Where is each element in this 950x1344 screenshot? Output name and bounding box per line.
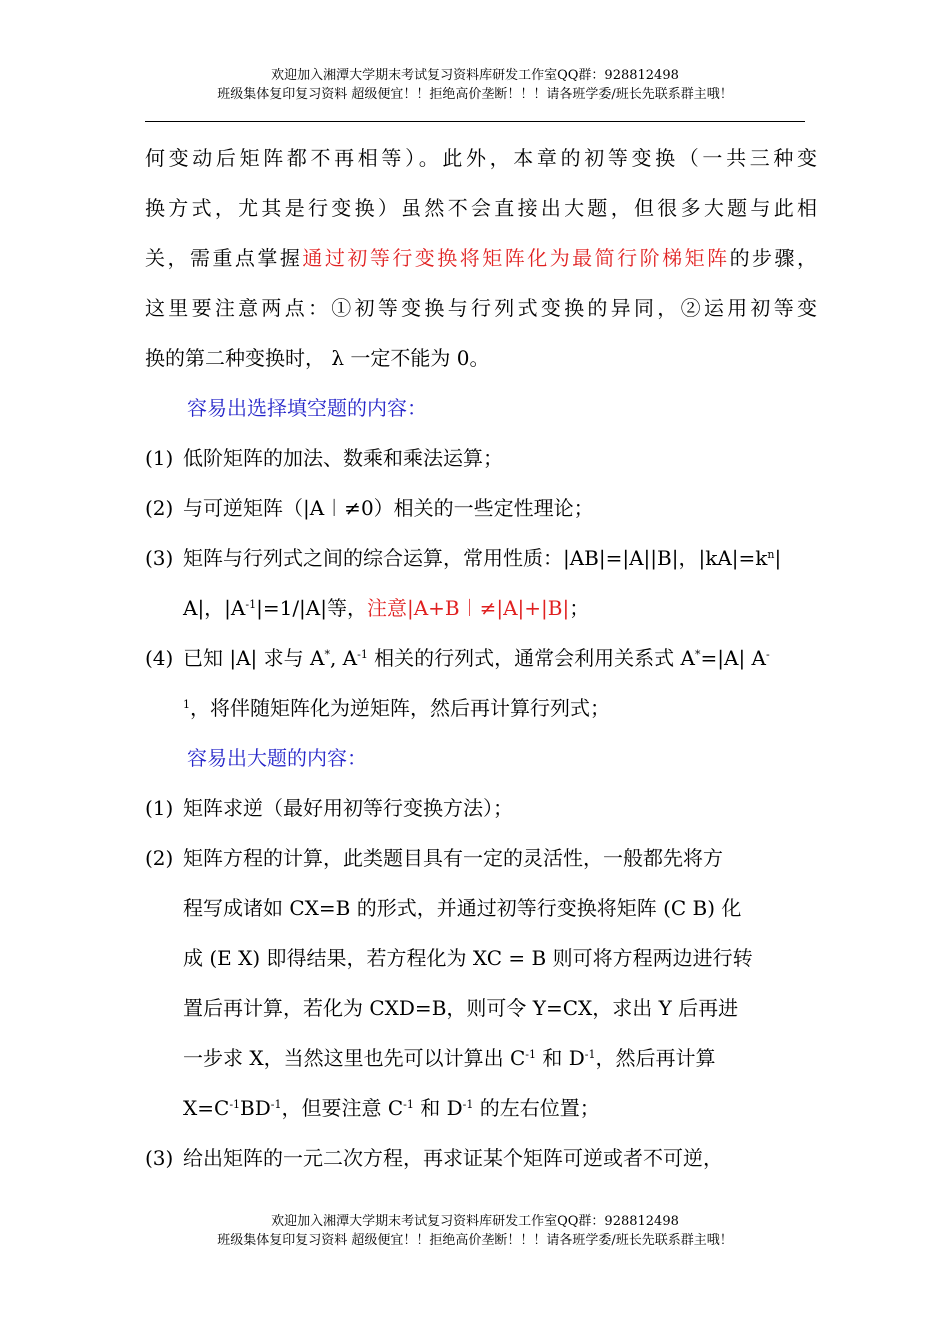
item-text: 矩阵方程的计算，此类题目具有一定的灵活性，一般都先将方 bbox=[183, 846, 723, 870]
item-text: ，但要注意 C bbox=[281, 1096, 404, 1120]
text: 换的第二种变换时， λ 一定不能为 0。 bbox=[145, 346, 490, 370]
highlighted-text: 通过初等行变换将矩阵化为最简行阶梯矩阵 bbox=[302, 246, 730, 270]
item-text: 程写成诸如 CX=B 的形式，并通过初等行变换将矩阵 (C B) 化 bbox=[183, 896, 742, 920]
text: 的步骤， bbox=[729, 246, 818, 270]
item-number: (3) bbox=[145, 546, 174, 570]
item-number: (4) bbox=[145, 646, 174, 670]
superscript: -1 bbox=[403, 1098, 414, 1111]
item-text: 相关的行列式，通常会利用关系式 A bbox=[367, 646, 695, 670]
paragraph-line bbox=[145, 283, 817, 333]
item-text: 成 (E X) 即得结果，若方程化为 XC = B 则可将方程两边进行转 bbox=[183, 946, 753, 970]
item-text: , A bbox=[329, 646, 358, 670]
section-heading: 容易出选择填空题的内容： bbox=[187, 396, 427, 420]
item-text: 一步求 X，当然这里也先可以计算出 C bbox=[183, 1046, 526, 1070]
paragraph-line bbox=[145, 183, 817, 233]
page-footer bbox=[0, 1212, 950, 1250]
item-text: 的左右位置； bbox=[473, 1096, 600, 1120]
list-item bbox=[145, 483, 817, 533]
superscript: * bbox=[695, 648, 701, 661]
list-item-continuation bbox=[145, 1083, 817, 1133]
superscript: -1 bbox=[357, 648, 368, 661]
item-text: 矩阵与行列式之间的综合运算，常用性质：|AB|=|A||B|，|kA|=k bbox=[183, 546, 768, 570]
footer-line-2: 班级集体复印复习资料 超级便宜！！拒绝高价垄断！！！请各班学委/班长先联系群主哦！ bbox=[217, 1233, 733, 1248]
list-item-continuation bbox=[145, 983, 817, 1033]
item-text: ，然后再计算 bbox=[595, 1046, 716, 1070]
list-item bbox=[145, 1133, 817, 1183]
superscript: -1 bbox=[270, 1098, 282, 1111]
list-item-continuation bbox=[145, 683, 817, 733]
superscript: -1 bbox=[229, 1098, 241, 1111]
section-heading: 容易出大题的内容： bbox=[187, 746, 367, 770]
item-number: (2) bbox=[145, 496, 174, 520]
list-item bbox=[145, 783, 817, 833]
list-item bbox=[145, 633, 817, 683]
item-number: (1) bbox=[145, 796, 174, 820]
list-item bbox=[145, 433, 817, 483]
item-text: 低阶矩阵的加法、数乘和乘法运算； bbox=[183, 446, 503, 470]
footer-line-1: 欢迎加入湘潭大学期末考试复习资料库研发工作室QQ群：928812498 bbox=[271, 1214, 679, 1229]
text: 关，需重点掌握 bbox=[145, 246, 303, 270]
superscript: * bbox=[324, 648, 330, 661]
text: 何变动后矩阵都不再相等）。此外，本章的初等变换（一共三种变 bbox=[145, 146, 817, 170]
item-text: 和 D bbox=[413, 1096, 463, 1120]
list-item-continuation bbox=[145, 583, 817, 633]
item-text: 与可逆矩阵（|A︱≠0）相关的一些定性理论； bbox=[183, 496, 594, 520]
paragraph-line bbox=[145, 333, 817, 383]
list-item-continuation bbox=[145, 1033, 817, 1083]
list-item-continuation bbox=[145, 883, 817, 933]
item-text: BD bbox=[240, 1096, 271, 1120]
item-text: =|A| A bbox=[700, 646, 766, 670]
header-line-2: 班级集体复印复习资料 超级便宜！！拒绝高价垄断！！！请各班学委/班长先联系群主哦！ bbox=[217, 87, 733, 102]
item-text: 已知 |A| 求与 A bbox=[183, 646, 325, 670]
superscript: -1 bbox=[462, 1098, 474, 1111]
superscript: -1 bbox=[525, 1048, 536, 1061]
item-number: (2) bbox=[145, 846, 174, 870]
item-text: | bbox=[774, 546, 782, 570]
item-text: 给出矩阵的一元二次方程，再求证某个矩阵可逆或者不可逆， bbox=[183, 1146, 723, 1170]
item-text: 置后再计算，若化为 CXD=B，则可令 Y=CX，求出 Y 后再进 bbox=[183, 996, 739, 1020]
text: 换方式，尤其是行变换）虽然不会直接出大题，但很多大题与此相 bbox=[145, 196, 817, 220]
paragraph-line bbox=[145, 233, 817, 283]
item-text: ； bbox=[569, 596, 590, 620]
list-item bbox=[145, 833, 817, 883]
highlighted-text: 注意|A+B︱≠|A|+|B| bbox=[366, 596, 570, 620]
item-text: A|，|A bbox=[183, 596, 246, 620]
item-text: 和 D bbox=[535, 1046, 585, 1070]
item-text: |=1/|A|等， bbox=[256, 596, 367, 620]
superscript: -1 bbox=[584, 1048, 596, 1061]
header-divider bbox=[145, 121, 805, 122]
superscript: -1 bbox=[245, 598, 257, 611]
document-body bbox=[145, 133, 817, 1183]
paragraph-line bbox=[145, 133, 817, 183]
superscript: n bbox=[767, 548, 775, 561]
list-item bbox=[145, 533, 817, 583]
item-number: (1) bbox=[145, 446, 174, 470]
item-text: X=C bbox=[183, 1096, 230, 1120]
item-text: 矩阵求逆（最好用初等行变换方法）； bbox=[183, 796, 513, 820]
item-number: (3) bbox=[145, 1146, 174, 1170]
text: 这里要注意两点：①初等变换与行列式变换的异同，②运用初等变 bbox=[145, 296, 817, 320]
header-line-1: 欢迎加入湘潭大学期末考试复习资料库研发工作室QQ群：928812498 bbox=[271, 68, 679, 83]
superscript: - bbox=[765, 648, 770, 661]
list-item-continuation bbox=[145, 933, 817, 983]
superscript: 1 bbox=[183, 698, 190, 711]
page-header bbox=[0, 66, 950, 104]
item-text: ，将伴随矩阵化为逆矩阵，然后再计算行列式； bbox=[190, 696, 610, 720]
